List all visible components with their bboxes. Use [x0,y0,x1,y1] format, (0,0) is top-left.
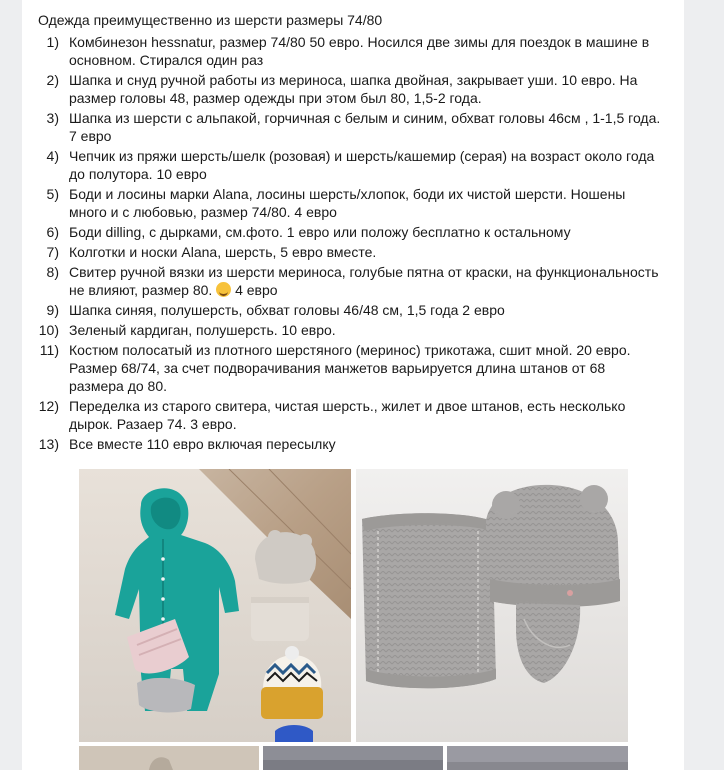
list-item [22,321,662,339]
item-number: 10) [38,322,59,338]
item-text: Все вместе 110 евро включая пересылку [69,436,336,452]
item-text: Зеленый кардиган, полушерсть. 10 евро. [69,322,336,338]
item-number: 1) [46,34,59,50]
item-number: 12) [38,398,59,414]
item-text: Комбинезон hessnatur, размер 74/80 50 евро. Носился две зимы для поездок в машине в основном. Стирался один раз [69,34,650,68]
item-number: 3) [46,110,59,126]
list-item [22,185,662,221]
item-text: Свитер ручной вязки из шерсти мериноса, голубые пятна от краски, на функциональность не влияют, размер 80. [69,264,659,298]
list-item [22,223,662,241]
list-item [22,435,662,453]
post-title: Одежда преимущественно из шерсти размеры 74/80 [38,12,383,28]
photo-thumbnail-3[interactable] [447,746,628,770]
photo-thumbnail-2[interactable] [263,746,443,770]
item-number: 5) [46,186,59,202]
item-text: Шапка синяя, полушерсть, обхват головы 46/48 см, 1,5 года 2 евро [69,302,505,318]
item-number: 7) [46,244,59,260]
item-number: 9) [46,302,59,318]
item-number: 2) [46,72,59,88]
item-text: Боди dilling, с дырками, см.фото. 1 евро или положу бесплатно к остальному [69,224,571,240]
list-item [22,397,662,433]
list-item [22,33,662,69]
item-text: Шапка и снуд ручной работы из мериноса, шапка двойная, закрывает уши. 10 евро. На размер головы 48, размер одежды при этом был 80, 1,5-2 года. [69,72,638,106]
item-list [22,33,662,455]
grinning-face-icon [216,282,231,297]
item-number: 4) [46,148,59,164]
list-item [22,147,662,183]
item-text: Переделка из старого свитера, чистая шерсть., жилет и двое штанов, есть несколько дырок. Разаер 74. 3 евро. [69,398,626,432]
list-item [22,263,662,299]
list-item [22,243,662,261]
item-number: 8) [46,264,59,280]
item-number: 6) [46,224,59,240]
list-item [22,71,662,107]
post-card [22,0,684,770]
photo-thumbnail-1[interactable] [79,746,259,770]
list-item [22,301,662,319]
list-item [22,109,662,145]
item-text: Боди и лосины марки Alana, лосины шерсть/хлопок, боди их чистой шерсти. Ношены много и с любовью, размер 74/80. 4 евро [69,186,626,220]
photo-hat-and-snood[interactable] [356,469,628,742]
item-text: Колготки и носки Alana, шерсть, 5 евро вместе. [69,244,377,260]
list-item [22,341,662,395]
item-text: Шапка из шерсти с альпакой, горчичная с белым и синим, обхват головы 46см , 1-1,5 года. 7 евро [69,110,661,144]
item-price: 4 евро [231,282,278,298]
item-number: 11) [39,342,59,358]
photo-onesie-and-hats[interactable] [79,469,351,742]
item-text: Чепчик из пряжи шерсть/шелк (розовая) и шерсть/кашемир (серая) на возраст около года до полутора. 10 евро [69,148,655,182]
item-number: 13) [38,436,59,452]
item-text: Костюм полосатый из плотного шерстяного (меринос) трикотажа, сшит мной. 20 евро. Размер 68/74, за счет подворачивания манжетов варьируется длина штанов от 68 размера до 80. [69,342,631,394]
